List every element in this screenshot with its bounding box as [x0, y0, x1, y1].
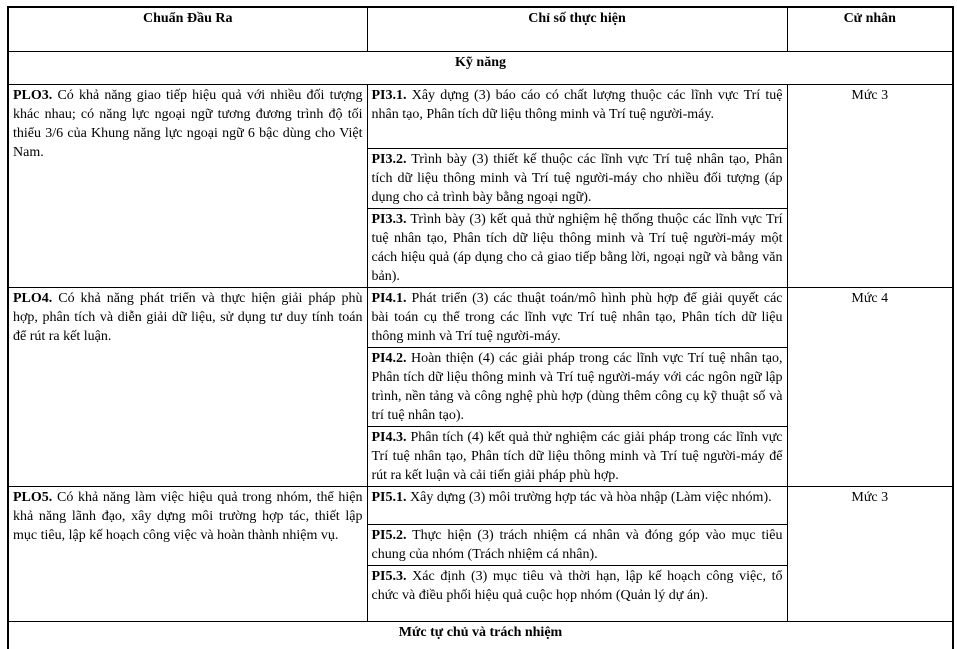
column-header-cu-nhan: Cử nhân — [787, 7, 953, 51]
section-row-muc-tu-chu — [8, 621, 953, 649]
plo5-text: Có khả năng làm việc hiệu quả trong nhóm, thể hiện khả năng lãnh đạo, xây dựng môi trường hợp tác, thiết lập mục tiêu, lập kế hoạch công việc và hoàn thành nhiệm vụ. — [13, 489, 363, 543]
pi3-1-text: Xây dựng (3) báo cáo có chất lượng thuộc các lĩnh vực Trí tuệ nhân tạo, Phân tích dữ liệu thông minh và Trí tuệ người-máy. — [371, 87, 783, 122]
plo5-level-cell: Mức 3 — [787, 486, 953, 621]
table-header-row — [8, 7, 953, 51]
pi5-1-label: PI5.1. — [371, 489, 407, 505]
pi3-2-text: Trình bày (3) thiết kế thuộc các lĩnh vực Trí tuệ nhân tạo, Phân tích dữ liệu thông minh và Trí tuệ người-máy cho nhiều đối tượng (áp dụng cho cả trình bày bằng ngoại ngữ). — [371, 151, 783, 205]
pi5-1-text: Xây dựng (3) môi trường hợp tác và hòa nhập (Làm việc nhóm). — [410, 489, 772, 505]
plo3-cell — [8, 84, 367, 287]
pi3-2-label: PI3.2. — [371, 151, 407, 167]
plo5-cell — [8, 486, 367, 621]
pi5-2-label: PI5.2. — [371, 527, 407, 543]
plo4-label: PLO4. — [13, 290, 53, 306]
pi4-1-label: PI4.1. — [371, 290, 407, 306]
pi3-2-cell — [367, 148, 787, 208]
column-header-chuan-dau-ra: Chuẩn Đầu Ra — [8, 7, 367, 51]
pi5-3-label: PI5.3. — [371, 568, 407, 584]
pi5-3-text: Xác định (3) mục tiêu và thời hạn, lập kế hoạch công việc, tổ chức và điều phối hiệu quả cuộc họp nhóm (Quản lý dự án). — [371, 568, 783, 603]
section-title-ky-nang: Kỹ năng — [8, 51, 953, 84]
plo4-cell — [8, 287, 367, 486]
column-header-chi-so-thuc-hien: Chỉ số thực hiện — [367, 7, 787, 51]
table-row-plo3-pi31 — [8, 84, 953, 148]
plo3-text: Có khả năng giao tiếp hiệu quả với nhiều đối tượng khác nhau; có năng lực ngoại ngữ tương đương trình độ tối thiểu 3/6 của Khung năng lực ngoại ngữ 6 bậc dùng cho Việt Nam. — [13, 87, 363, 160]
pi5-2-cell — [367, 524, 787, 565]
pi5-1-cell — [367, 486, 787, 524]
section-title-muc-tu-chu: Mức tự chủ và trách nhiệm — [8, 621, 953, 649]
plo4-text: Có khả năng phát triển và thực hiện giải pháp phù hợp, phân tích và diễn giải dữ liệu, sử dụng tư duy tính toán để rút ra kết luận. — [13, 290, 363, 344]
pi3-3-cell — [367, 208, 787, 287]
plo5-label: PLO5. — [13, 489, 53, 505]
pi5-2-text: Thực hiện (3) trách nhiệm cá nhân và đóng góp vào mục tiêu chung của nhóm (Trách nhiệm cá nhân). — [371, 527, 783, 562]
plo3-label: PLO3. — [13, 87, 53, 103]
section-row-ky-nang — [8, 51, 953, 84]
pi4-3-text: Phân tích (4) kết quả thử nghiệm các giải pháp trong các lĩnh vực Trí tuệ nhân tạo, Phân tích dữ liệu thông minh và Trí tuệ người-máy để rút ra kết luận và cải tiến giải pháp phù hợp. — [371, 429, 783, 483]
pi4-3-cell — [367, 426, 787, 486]
pi4-2-label: PI4.2. — [371, 350, 407, 366]
table-row-plo5-pi51 — [8, 486, 953, 524]
pi4-2-cell — [367, 347, 787, 426]
pi4-3-label: PI4.3. — [371, 429, 407, 445]
pi3-3-label: PI3.3. — [371, 211, 407, 227]
pi3-3-text: Trình bày (3) kết quả thử nghiệm hệ thống thuộc các lĩnh vực Trí tuệ nhân tạo, Phân tích dữ liệu thông minh và Trí tuệ người-máy một cách hiệu quả (áp dụng cho cả giao tiếp bằng lời, ngoại ngữ và bằng văn bản). — [371, 211, 783, 284]
pi4-1-text: Phát triển (3) các thuật toán/mô hình phù hợp để giải quyết các bài toán cụ thể trong các lĩnh vực Trí tuệ nhân tạo, Phân tích dữ liệu thông minh và Trí tuệ người-máy. — [371, 290, 783, 344]
pi5-3-cell — [367, 565, 787, 621]
pi4-2-text: Hoàn thiện (4) các giải pháp trong các lĩnh vực Trí tuệ nhân tạo, Phân tích dữ liệu thông minh và Trí tuệ người-máy với các ngôn ngữ lập trình, nền tảng và công nghệ phù hợp (dùng thêm công cụ kỹ thuật số và trí tuệ nhân tạo). — [371, 350, 783, 423]
pi3-1-cell — [367, 84, 787, 148]
table-row-plo4-pi41 — [8, 287, 953, 347]
plo3-level-cell: Mức 3 — [787, 84, 953, 287]
pi4-1-cell — [367, 287, 787, 347]
learning-outcomes-table — [7, 6, 954, 649]
pi3-1-label: PI3.1. — [371, 87, 407, 103]
plo4-level-cell: Mức 4 — [787, 287, 953, 486]
